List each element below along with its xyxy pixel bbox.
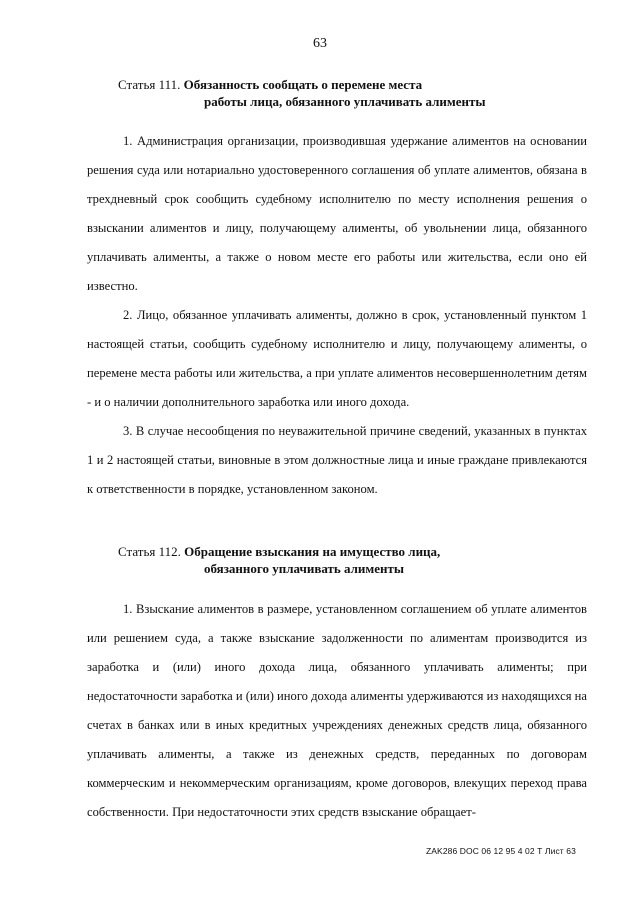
article-112-heading — [118, 543, 588, 577]
page-number: 63 — [313, 36, 327, 51]
article-112-paragraph-1: 1. Взыскание алиментов в размере, установленном соглашением об уплате алиментов или решением суда, а также взыскание задолженности по алиментам производится из заработка и (или) иного дохода лица, обязанного уплачивать алименты; при недостаточности заработка и (или) иного дохода алименты удерживаются из находящихся на счетах в банках или в иных кредитных учреждениях денежных средств лица, обязанного уплачивать алименты, а также из денежных средств, переданных по договорам коммерческим и некоммерческим организациям, кроме договоров, влекущих переход права собственности. При недостаточности этих средств взыскание обращает- — [87, 602, 587, 819]
article-112-title-line2: обязанного уплачивать алименты — [204, 561, 405, 576]
article-111-label: Статья 111. — [118, 77, 181, 92]
document-footer: ZAK286 DOC 06 12 95 4 02 Т Лист 63 — [426, 846, 576, 856]
article-111-paragraph-1: 1. Администрация организации, производившая удержание алиментов на основании решения суда или нотариально удостоверенного соглашения об уплате алиментов, обязана в трехдневный срок сообщить судебному исполнителю по месту исполнения решения о взыскании алиментов и лицу, получающему алименты, об увольнении лица, обязанного уплачивать алименты, а также о новом месте его работы или жительства, если оно ей известно. — [87, 134, 587, 293]
article-111-title-line1: Обязанность сообщать о перемене места — [183, 77, 423, 92]
article-111-title-line2: работы лица, обязанного уплачивать алименты — [204, 94, 486, 109]
article-111-paragraph-2: 2. Лицо, обязанное уплачивать алименты, должно в срок, установленный пунктом 1 настоящей статьи, сообщить судебному исполнителю и лицу, получающему алименты, о перемене места работы или жительства, а при уплате алиментов несовершеннолетним детям - и о наличии дополнительного заработка или иного дохода. — [87, 308, 587, 409]
article-112-label: Статья 112. — [118, 544, 181, 559]
article-112-title-line1: Обращение взыскания на имущество лица, — [184, 544, 441, 559]
article-111-paragraph-3: 3. В случае несообщения по неуважительной причине сведений, указанных в пунктах 1 и 2 настоящей статьи, виновные в этом должностные лица и иные граждане привлекаются к ответственности в порядке, установленном законом. — [87, 424, 587, 496]
article-111-heading — [118, 76, 588, 110]
